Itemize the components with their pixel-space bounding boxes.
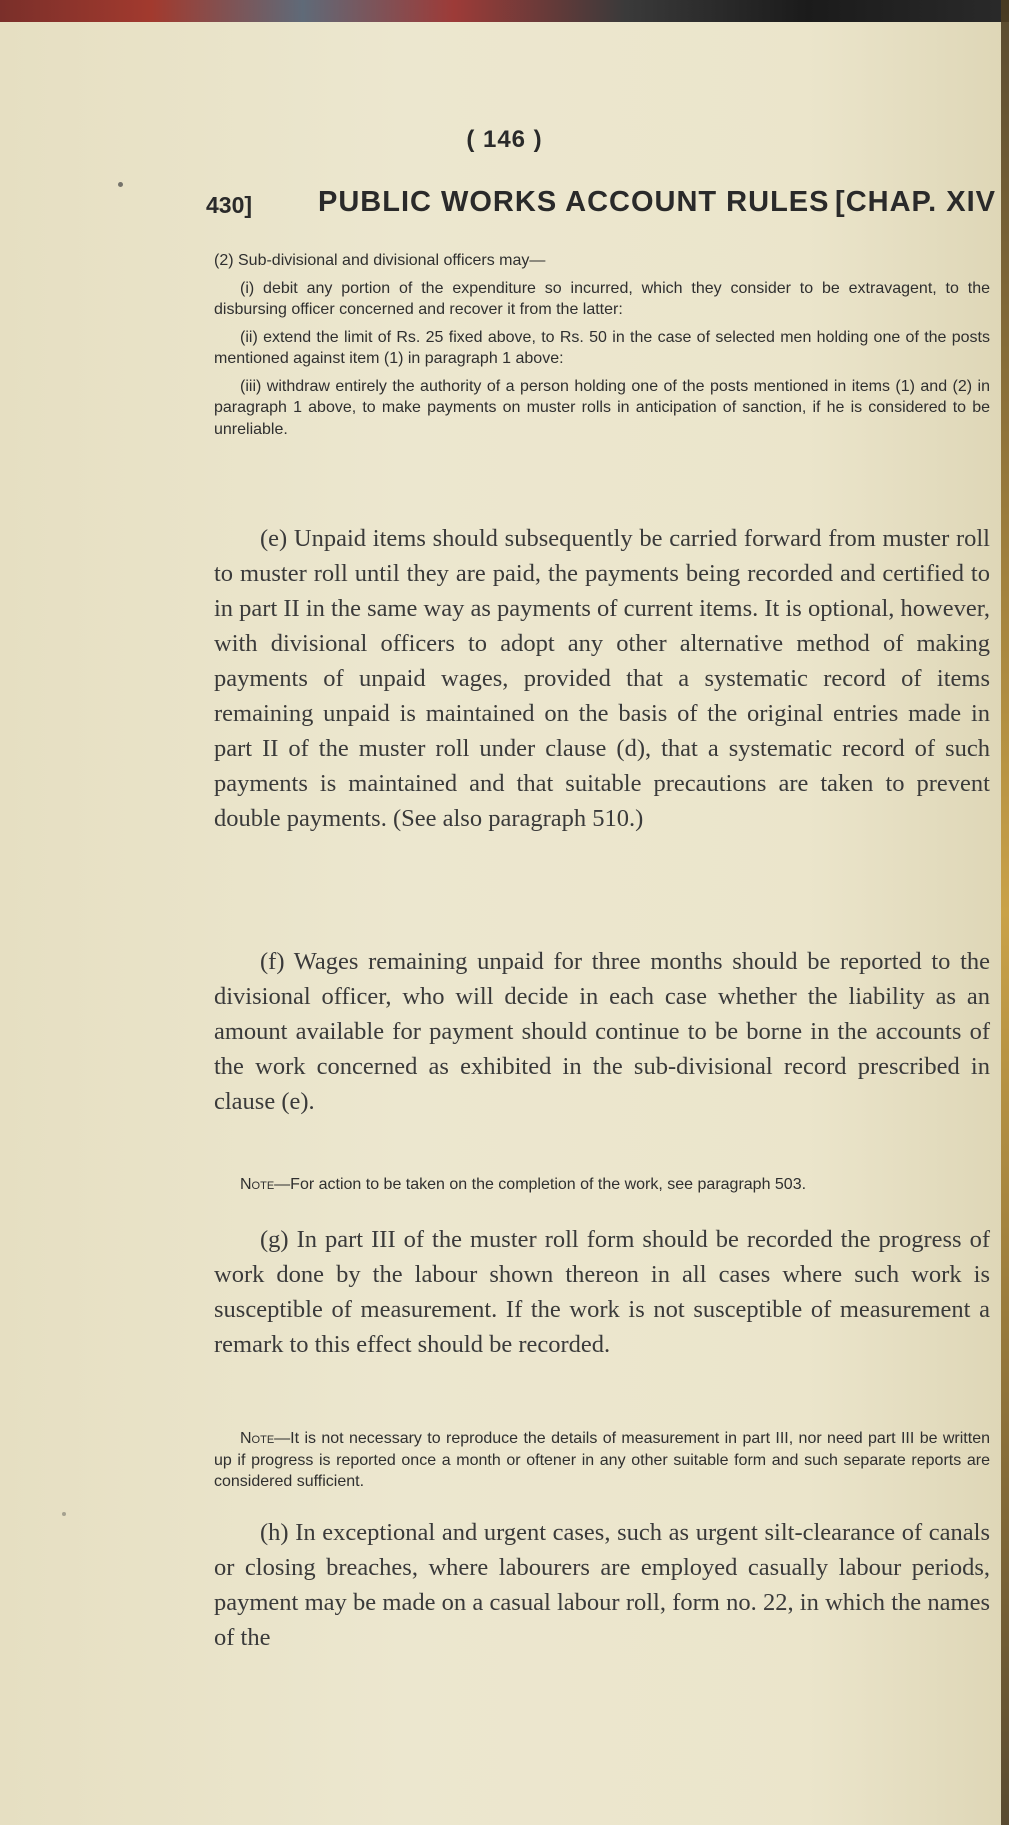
clause-g-text: (g) In part III of the muster roll form should be recorded the progress of work done by the labour shown thereon in all cases where such work is susceptible of measurement. If the work is not susceptible of measurement a remark to this effect should be recorded. xyxy=(214,1226,990,1358)
sub-rules xyxy=(214,250,990,446)
sub-rule-ii: (ii) extend the limit of Rs. 25 fixed above, to Rs. 50 in the case of selected men holding one of the posts mentioned against item (1) in paragraph 1 above: xyxy=(214,328,990,367)
note-1-label: Note xyxy=(240,1176,275,1193)
clause-g xyxy=(214,1222,990,1362)
page-top-edge xyxy=(0,0,1009,22)
sub-rule-i: (i) debit any portion of the expenditure so incurred, which they consider to be extravagent, to the disbursing officer concerned and recover it from the latter: xyxy=(214,279,990,318)
page-number: ( 146 ) xyxy=(466,126,543,153)
note-2 xyxy=(214,1428,990,1499)
running-head-chapter: [CHAP. XIV xyxy=(835,186,996,218)
clause-h-text: (h) In exceptional and urgent cases, such as urgent silt-clearance of canals or closing breaches, where labourers are employed casually labour periods, payment may be made on a casual labour roll, form no. 22, in which the names of the xyxy=(214,1519,990,1651)
clause-h xyxy=(214,1515,990,1655)
running-head xyxy=(206,186,998,226)
clause-e xyxy=(214,521,990,836)
clause-f-text: (f) Wages remaining unpaid for three months should be reported to the divisional officer, who will decide in each case whether the liability as an amount available for payment should continue to be borne in the accounts of the work concerned as exhibited in the sub-divisional record prescribed in clause (e). xyxy=(214,948,990,1115)
ink-speck xyxy=(118,182,123,187)
clause-e-text: (e) Unpaid items should subsequently be carried forward from muster roll to muster roll until they are paid, the payments being recorded and certified to in part II in the same way as payments of current items. It is optional, however, with divisional officers to adopt any other alternative method of making payments of unpaid wages, provided that a systematic record of items remaining unpaid is maintained on the basis of the original entries made in part II of the muster roll under clause (d), that a systematic record of such payments is maintained and that suitable precautions are taken to prevent double payments. (See also paragraph 510.) xyxy=(214,525,990,832)
running-head-title: PUBLIC WORKS ACCOUNT RULES xyxy=(318,186,830,218)
clause-f xyxy=(214,944,990,1119)
sub-rule-intro: (2) Sub-divisional and divisional officers may— xyxy=(214,252,546,269)
note-2-label: Note xyxy=(240,1430,275,1447)
note-1 xyxy=(214,1174,990,1202)
running-head-paragraph: 430] xyxy=(206,192,253,218)
note-1-text: —For action to be taken on the completion of the work, see paragraph 503. xyxy=(274,1176,807,1193)
ink-speck xyxy=(62,1512,66,1516)
page-right-edge xyxy=(1001,0,1009,1825)
sub-rule-iii: (iii) withdraw entirely the authority of a person holding one of the posts mentioned in items (1) and (2) in paragraph 1 above, to make payments on muster rolls in anticipation of sanction, if he is considered to be unreliable. xyxy=(214,377,990,438)
note-2-text: —It is not necessary to reproduce the details of measurement in part III, nor need part III be written up if progress is reported once a month or oftener in any other suitable form and such separate reports are considered sufficient. xyxy=(214,1430,990,1490)
